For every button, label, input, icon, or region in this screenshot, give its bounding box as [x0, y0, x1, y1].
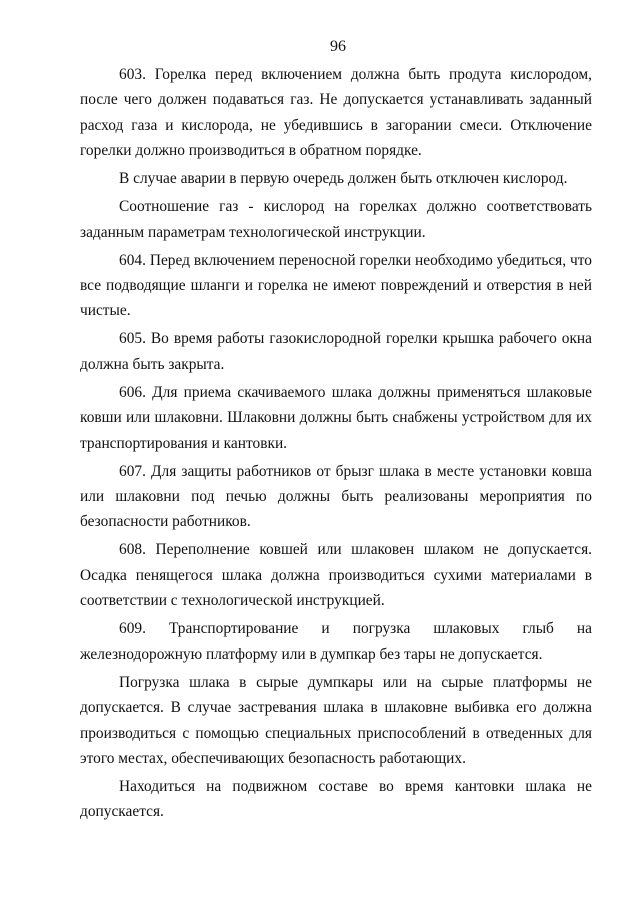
paragraph-605: 605. Во время работы газокислородной горелки крышка рабочего окна должна быть закрыта. [80, 330, 592, 373]
paragraph-604: 604. Перед включением переносной горелки необходимо убедиться, что все подводящие шланги и горелка не имеют повреждений и отверстия в ней чистые. [80, 251, 592, 320]
paragraph-609: 609. Транспортирование и погрузка шлаковых глыб на железнодорожную платформу или в думпкар без тары не допускается. [80, 620, 592, 663]
paragraph-606: 606. Для приема скачиваемого шлака должны применяться шлаковые ковши или шлаковни. Шлаковни должны быть снабжены устройством для их транспортирования и кантовки. [80, 383, 592, 452]
paragraph-607: 607. Для защиты работников от брызг шлака в месте установки ковша или шлаковни под печью должны быть реализованы мероприятия по безопасности работников. [80, 462, 592, 531]
paragraph-608: 608. Переполнение ковшей или шлаковен шлаком не допускается. Осадка пенящегося шлака должна производиться сухими материалами в соответствии с технологической инструкцией. [80, 541, 592, 610]
paragraph-603: 603. Горелка перед включением должна быть продута кислородом, после чего должен подаваться газ. Не допускается устанавливать заданный расход газа и кислорода, не убедившись в загорании смеси. Отключение горелки должно производиться в обратном порядке. [80, 66, 592, 160]
paragraph-gas-ratio: Соотношение газ - кислород на горелках должно соответствовать заданным параметрам технологической инструкции. [80, 198, 592, 241]
paragraph-oxygen-shutoff: В случае аварии в первую очередь должен быть отключен кислород. [119, 170, 568, 188]
page-number: 96 [330, 38, 346, 55]
document-body [80, 62, 592, 825]
paragraph-rolling-stock: Находиться на подвижном составе во время кантовки шлака не допускается. [80, 777, 592, 821]
paragraph-slag-loading: Погрузка шлака в сырые думпкары или на сырые платформы не допускается. В случае застревания шлака в шлаковне выбивка его должна производиться с помощью специальных приспособлений в отведенных для этого местах, обеспечивающих безопасность работающих. [80, 673, 592, 767]
